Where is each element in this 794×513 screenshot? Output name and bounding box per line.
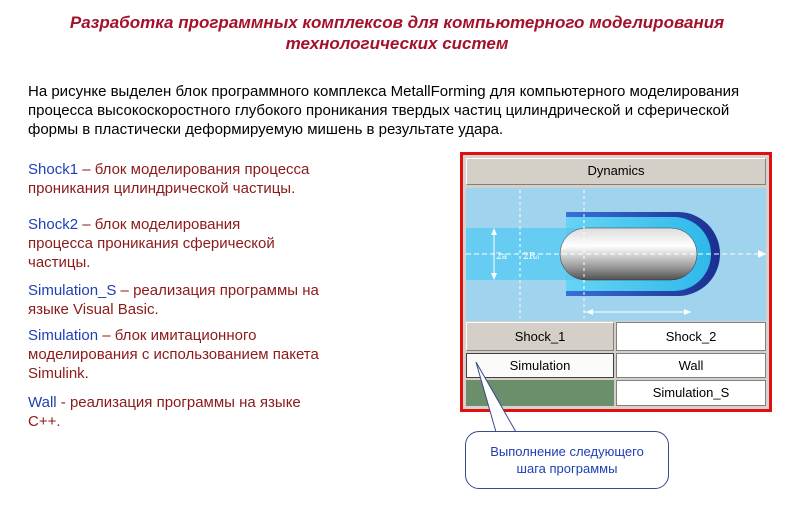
shock1-button[interactable]: Shock_1 bbox=[466, 322, 614, 351]
label-2a: 2a bbox=[496, 252, 508, 262]
term-shock2: Shock2 bbox=[28, 216, 79, 233]
page-title bbox=[0, 12, 794, 54]
term-simulation: Simulation bbox=[28, 327, 99, 344]
title-line-2: технологических систем bbox=[285, 34, 509, 53]
simulation-s-button[interactable]: Simulation_S bbox=[616, 380, 766, 406]
description-simulation bbox=[28, 326, 328, 383]
description-wall bbox=[28, 393, 328, 431]
desc-shock1: – блок моделирования процесса проникания цилиндрической частицы. bbox=[28, 161, 310, 197]
term-simulation-s: Simulation_S bbox=[28, 282, 117, 299]
callout-line-1: Выполнение следующего bbox=[490, 444, 644, 459]
title-line-1: Разработка программных комплексов для компьютерного моделирования bbox=[69, 13, 725, 32]
desc-shock2: – блок моделирования процесса проникания сферической частицы. bbox=[28, 216, 275, 271]
simulation-button[interactable]: Simulation bbox=[466, 353, 614, 378]
penetration-diagram bbox=[466, 188, 766, 321]
description-shock2 bbox=[28, 215, 298, 272]
shock2-button[interactable]: Shock_2 bbox=[616, 322, 766, 351]
callout-line-2: шага программы bbox=[516, 461, 618, 476]
description-shock1 bbox=[28, 160, 358, 198]
dynamics-header: Dynamics bbox=[466, 158, 766, 185]
wall-button[interactable]: Wall bbox=[616, 353, 766, 378]
callout-bubble bbox=[465, 431, 669, 489]
term-wall: Wall bbox=[28, 394, 57, 411]
desc-simulation: – блок имитационного моделирования с использованием пакета Simulink. bbox=[28, 327, 319, 382]
term-shock1: Shock1 bbox=[28, 161, 79, 178]
desc-wall: - реализация программы на языке С++. bbox=[28, 394, 301, 430]
intro-paragraph: На рисунке выделен блок программного комплекса MetallForming для компьютерного моделирования процесса высокоскоростного глубокого проникания твердых частиц цилиндрической и сферической формы в пластически деформируемую мишень в результате удара. bbox=[28, 83, 740, 138]
callout-pointer bbox=[470, 362, 530, 442]
description-simulation-s bbox=[28, 281, 328, 319]
label-2r0: 2R₀ bbox=[523, 252, 540, 262]
desc-simulation-s: – реализация программы на языке Visual Basic. bbox=[28, 282, 319, 318]
